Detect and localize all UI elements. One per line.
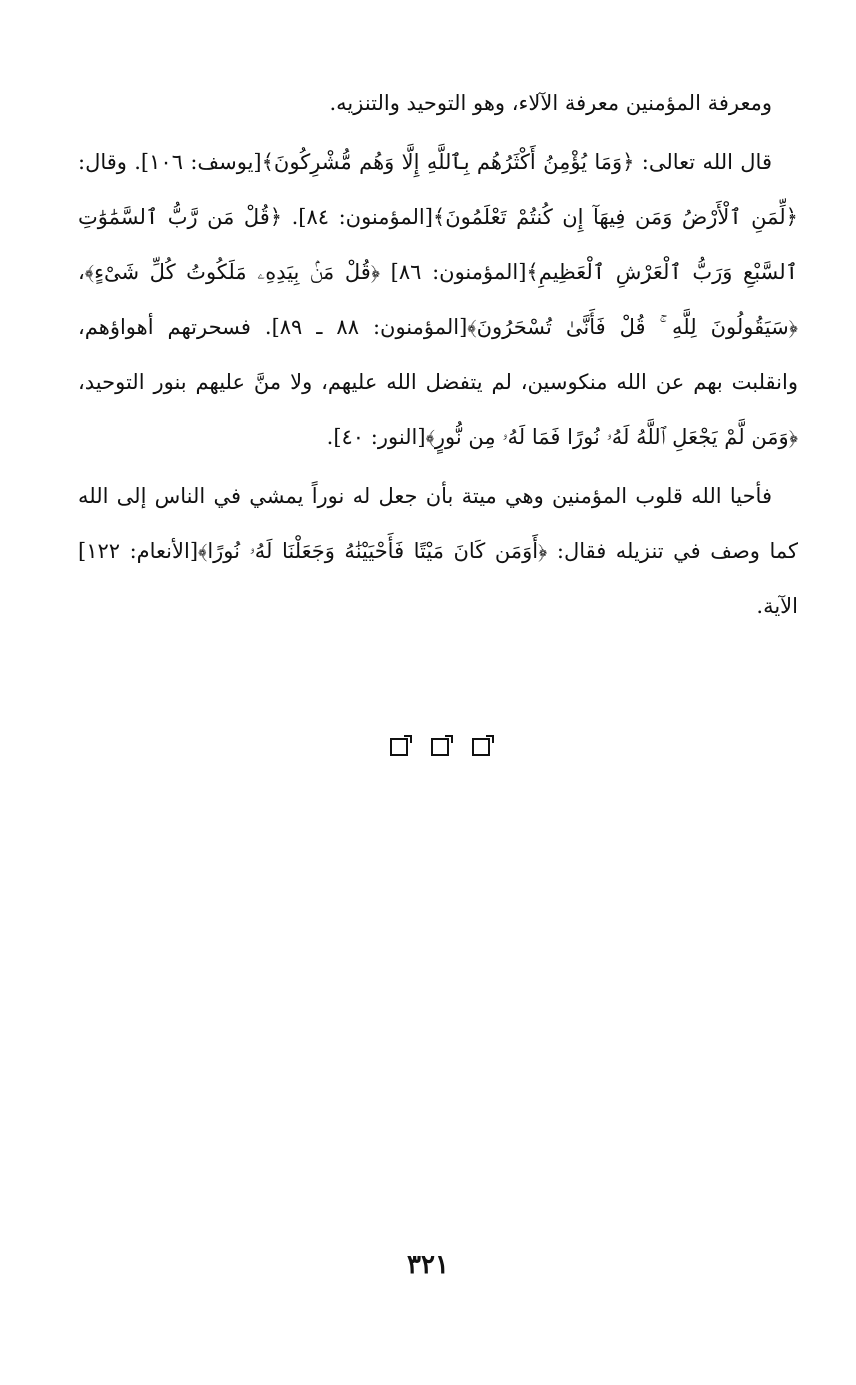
page-number: ٣٢١: [407, 1250, 449, 1280]
section-separator-icon: [390, 732, 490, 762]
square-ornament-icon: [390, 738, 408, 756]
body-text: [78, 76, 798, 634]
square-ornament-icon: [472, 738, 490, 756]
paragraph-tanzih: ومعرفة المؤمنين معرفة الآلاء، وهو التوحيد والتنزيه.: [329, 91, 772, 115]
paragraph-hearts-revived: فأحيا الله قلوب المؤمنين وهي ميتة بأن جعل له نوراً يمشي في الناس إلى الله كما وصف في تنزيله فقال: ﴿أَوَمَن كَانَ مَيْتًا فَأَحْيَيْنَٰهُ وَجَعَلْنَا لَهُۥ نُورًا﴾[الأنعام: ١٢٢] الآية.: [78, 484, 798, 618]
square-ornament-icon: [431, 738, 449, 756]
paragraph-quran-quotes: قال الله تعالى: ﴿وَمَا يُؤْمِنُ أَكْثَرُهُم بِٱللَّهِ إِلَّا وَهُم مُّشْرِكُونَ﴾[يوسف: ١٠٦]. وقال: ﴿لِّمَنِ ٱلْأَرْضُ وَمَن فِيهَآ إِن كُنتُمْ تَعْلَمُونَ﴾[المؤمنون: ٨٤]. ﴿قُلْ مَن رَّبُّ ٱلسَّمَٰوَٰتِ ٱلسَّبْعِ وَرَبُّ ٱلْعَرْشِ ٱلْعَظِيمِ﴾[المؤمنون: ٨٦] ﴿قُلْ مَنۢ بِيَدِهِۦ مَلَكُوتُ كُلِّ شَىْءٍ﴾، ﴿سَيَقُولُونَ لِلَّهِ ۚ قُلْ فَأَنَّىٰ تُسْحَرُونَ﴾[المؤمنون: ٨٨ ـ ٨٩]. فسحرتهم أهواؤهم، وانقلبت بهم عن الله منكوسين، لم يتفضل الله عليهم، ولا منَّ عليهم بنور التوحيد، ﴿وَمَن لَّمْ يَجْعَلِ ٱللَّهُ لَهُۥ نُورًا فَمَا لَهُۥ مِن نُّورٍ﴾[النور: ٤٠].: [78, 150, 798, 449]
